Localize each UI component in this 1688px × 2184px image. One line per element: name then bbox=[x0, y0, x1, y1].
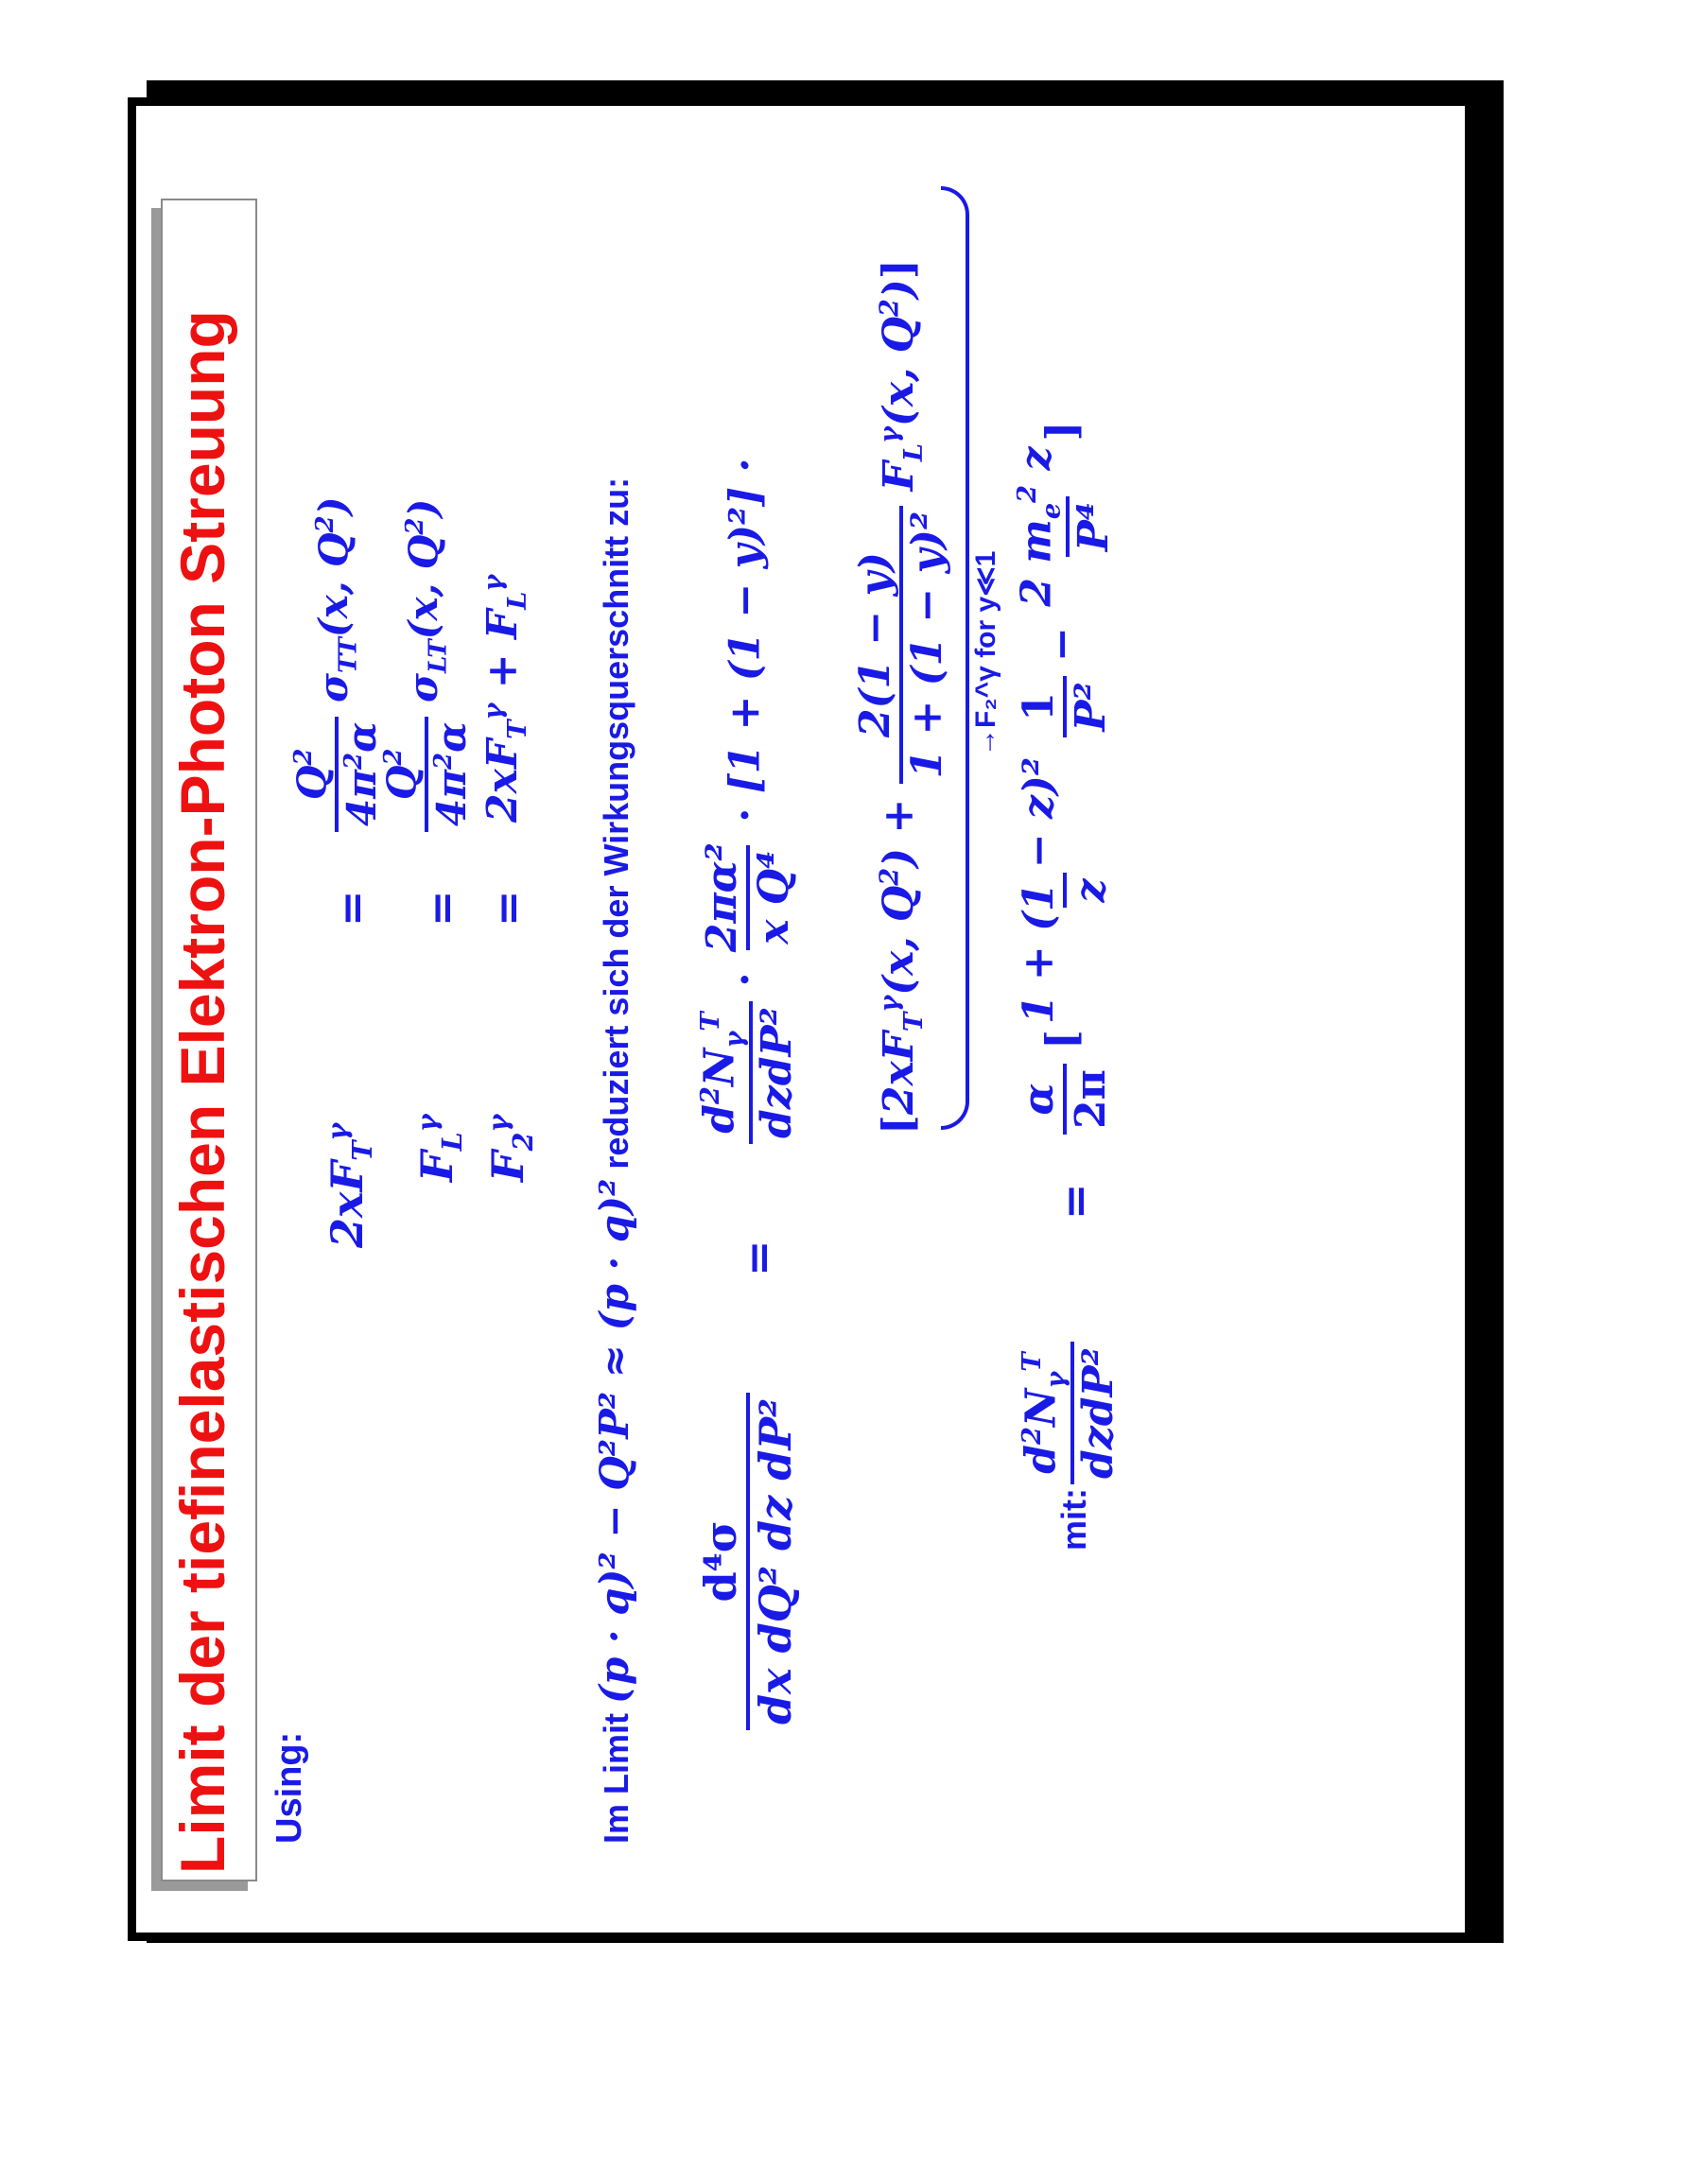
limit-prefix: Im Limit bbox=[597, 1712, 635, 1844]
equation-ft: $2xF_T^\gamma$ bbox=[322, 1122, 379, 1248]
cs-bracket-term: [1 + (1 − y)²] · bbox=[721, 458, 770, 794]
cs-coupling-num: 2πα² bbox=[698, 842, 747, 953]
cs-lhs-den: dx dQ² dz dP² bbox=[746, 1393, 801, 1730]
limit-text: reduziert sich der Wirkungsquerschnitt zu: bbox=[597, 477, 635, 1170]
flux-lhs: $d^2N_\gamma^T$ dzdP² bbox=[1017, 1342, 1122, 1484]
cs-lhs-num: d⁴σ bbox=[695, 1520, 746, 1603]
cs-coupling-den: x Q⁴ bbox=[746, 845, 798, 950]
cs-frac2-num: 2(1 − y) bbox=[851, 552, 899, 738]
equals-1: = bbox=[326, 890, 377, 927]
cs-flux-den: dzdP² bbox=[749, 1001, 801, 1144]
flux-lhs-den: dzdP² bbox=[1070, 1342, 1122, 1484]
limit-condition: (p · q)² − Q²P² ≈ (p · q)² bbox=[591, 1178, 637, 1704]
limit-sentence bbox=[591, 477, 637, 1844]
cs-rhs-line2: [$2xF_T^\gamma(x$, $Q^2$) + 2(1 − y) 1 + (1 − y)² $F_L^\gamma(x$, $Q^2$)] bbox=[851, 259, 951, 1135]
cs-equals: = bbox=[733, 1239, 784, 1276]
flux-rhs: α 2π [ 1 + (1 − z)² z 1 P² − 2 $m_e^2$ z P⁴ ] bbox=[1012, 422, 1118, 1135]
slide-content bbox=[147, 118, 1466, 1919]
slide-title: Limit der tiefinelastischen Elektron-Photon Streuung bbox=[167, 310, 237, 1874]
fraction-ft: $Q^2$ $4\pi^2\alpha$ $\sigma_{TT}(x$, $Q^2$) bbox=[288, 496, 385, 832]
flux-c-den: P² bbox=[1063, 676, 1115, 737]
brace-label: →F₂^γ for y≪1 bbox=[970, 550, 1001, 756]
flux-a-num: α bbox=[1015, 1083, 1064, 1116]
flux-b-den: z bbox=[1063, 873, 1115, 908]
rhs-f2: $2xF_T^\gamma + F_L^\gamma$ bbox=[478, 574, 532, 823]
cross-section-lhs bbox=[695, 1393, 801, 1730]
mit-label: mit: bbox=[1054, 1488, 1093, 1551]
flux-d-num: 2 m bbox=[1012, 519, 1061, 607]
equation-f2: $F_2^\gamma$ bbox=[482, 1114, 540, 1182]
underbrace bbox=[941, 186, 969, 1130]
flux-a-den: 2π bbox=[1063, 1064, 1115, 1135]
equation-fl: $F_L^\gamma$ bbox=[411, 1114, 469, 1182]
fraction-fl: $Q^2$ $4\pi^2\alpha$ $\sigma_{LT}(x$, $Q^2$) bbox=[378, 499, 475, 832]
flux-b-num: 1 + (1 − z)² bbox=[1015, 756, 1064, 1025]
cs-rhs-line1: $d^2N_\gamma^T$ dzdP² · 2πα² x Q⁴ · [1 + (1 − y)²] · bbox=[695, 458, 801, 1144]
title-banner bbox=[161, 189, 265, 1881]
equals-3: = bbox=[482, 890, 533, 927]
equals-2: = bbox=[416, 890, 467, 927]
flux-c-num: 1 bbox=[1015, 692, 1064, 721]
flux-equals: = bbox=[1050, 1183, 1101, 1220]
using-label: Using: bbox=[270, 1731, 309, 1844]
cs-frac2-den: 1 + (1 − y)² bbox=[899, 506, 951, 785]
flux-minus: − bbox=[1037, 627, 1087, 662]
flux-d-den: P⁴ bbox=[1066, 496, 1118, 557]
